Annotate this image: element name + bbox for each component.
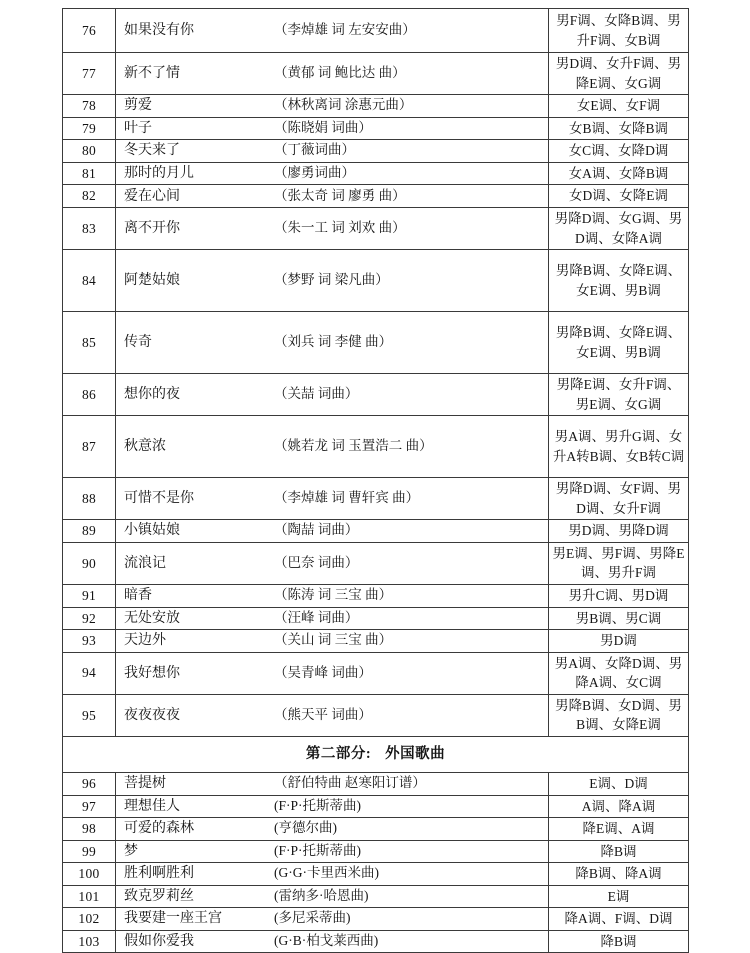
row-number: 102: [63, 908, 116, 931]
row-number: 88: [63, 478, 116, 520]
row-keys: 降B调: [549, 930, 689, 953]
row-keys: 男A调、女降D调、男降A调、女C调: [549, 652, 689, 694]
row-keys: A调、降A调: [549, 795, 689, 818]
song-title: 阿楚姑娘: [124, 272, 180, 288]
row-keys: 女E调、女F调: [549, 95, 689, 118]
song-author: （张太奇 词 廖勇 曲）: [274, 187, 406, 203]
row-title-cell: [116, 694, 549, 736]
row-keys: 男降B调、女降E调、女E调、男B调: [549, 250, 689, 312]
song-title: 冬天来了: [124, 143, 180, 159]
row-title-cell: [116, 607, 549, 630]
section-label: 第二部分:: [305, 745, 372, 762]
song-title: 假如你爱我: [124, 934, 194, 950]
table-row: [63, 416, 689, 478]
row-title-cell: [116, 818, 549, 841]
row-title-cell: [116, 930, 549, 953]
row-keys: 男降E调、女升F调、男E调、女G调: [549, 374, 689, 416]
row-number: 77: [63, 53, 116, 95]
table-body: [63, 9, 689, 953]
table-row: [63, 694, 689, 736]
table-row: [63, 585, 689, 608]
song-title: 传奇: [124, 334, 152, 350]
row-keys: 女A调、女降B调: [549, 162, 689, 185]
table-row: [63, 652, 689, 694]
song-title: 天边外: [124, 633, 166, 649]
row-number: 94: [63, 652, 116, 694]
song-author: (G·B·柏戈莱西曲): [274, 933, 379, 949]
table-row: [63, 885, 689, 908]
song-title: 想你的夜: [124, 386, 180, 402]
song-title: 叶子: [124, 120, 152, 136]
row-title-cell: [116, 585, 549, 608]
table-row: [63, 795, 689, 818]
row-number: 87: [63, 416, 116, 478]
row-number: 85: [63, 312, 116, 374]
table-row: [63, 478, 689, 520]
row-keys: 女B调、女降B调: [549, 117, 689, 140]
song-author: （黄郁 词 鲍比达 曲）: [274, 64, 406, 80]
row-keys: 男F调、女降B调、男升F调、女B调: [549, 9, 689, 53]
row-keys: 男E调、男F调、男降E调、男升F调: [549, 542, 689, 584]
row-number: 100: [63, 863, 116, 886]
row-number: 93: [63, 630, 116, 653]
song-author: （陈涛 词 三宝 曲）: [274, 587, 393, 603]
song-author: （李焯雄 词 左安安曲）: [274, 21, 416, 37]
song-author: （巴奈 词曲）: [274, 554, 359, 570]
song-title: 暗香: [124, 588, 152, 604]
row-title-cell: [116, 140, 549, 163]
song-author: （汪峰 词曲）: [274, 609, 359, 625]
row-keys: 降B调、降A调: [549, 863, 689, 886]
table-row: [63, 542, 689, 584]
table-row: [63, 207, 689, 249]
table-row: [63, 374, 689, 416]
row-keys: 男降B调、女D调、男B调、女降E调: [549, 694, 689, 736]
song-author: （熊天平 词曲）: [274, 706, 372, 722]
song-author: (F·P·托斯蒂曲): [274, 797, 361, 813]
row-title-cell: [116, 652, 549, 694]
row-title-cell: [116, 885, 549, 908]
row-number: 99: [63, 840, 116, 863]
song-title: 剪爱: [124, 98, 152, 114]
song-author: (G·G·卡里西米曲): [274, 865, 379, 881]
row-number: 90: [63, 542, 116, 584]
song-author: （廖勇词曲）: [274, 164, 355, 180]
song-title: 离不开你: [124, 220, 180, 236]
song-author: （陈晓娟 词曲）: [274, 119, 372, 135]
row-number: 78: [63, 95, 116, 118]
song-title: 致克罗莉丝: [124, 888, 194, 904]
row-number: 96: [63, 772, 116, 795]
row-title-cell: [116, 772, 549, 795]
song-author: （刘兵 词 李健 曲）: [274, 333, 393, 349]
row-number: 92: [63, 607, 116, 630]
row-title-cell: [116, 95, 549, 118]
row-keys: 男D调: [549, 630, 689, 653]
song-author: (F·P·托斯蒂曲): [274, 842, 361, 858]
row-keys: 男A调、男升G调、女升A转B调、女B转C调: [549, 416, 689, 478]
row-number: 79: [63, 117, 116, 140]
song-author: （关喆 词曲）: [274, 385, 359, 401]
song-title: 可惜不是你: [124, 491, 194, 507]
song-author: （姚若龙 词 玉置浩二 曲）: [274, 438, 433, 454]
song-title: 如果没有你: [124, 22, 194, 38]
table-row: [63, 520, 689, 543]
row-keys: 女C调、女降D调: [549, 140, 689, 163]
row-number: 103: [63, 930, 116, 953]
song-title: 可爱的森林: [124, 821, 194, 837]
song-title: 我要建一座王宫: [124, 911, 222, 927]
row-keys: 男B调、男C调: [549, 607, 689, 630]
song-title: 流浪记: [124, 555, 166, 571]
row-keys: 男降B调、女降E调、女E调、男B调: [549, 312, 689, 374]
row-title-cell: [116, 162, 549, 185]
song-author: （梦野 词 梁凡曲）: [274, 271, 389, 287]
song-title: 新不了情: [124, 65, 180, 81]
table-row: [63, 9, 689, 53]
row-number: 97: [63, 795, 116, 818]
table-row: [63, 250, 689, 312]
table-row: [63, 117, 689, 140]
table-row: [63, 908, 689, 931]
song-author: （陶喆 词曲）: [274, 522, 359, 538]
song-title: 爱在心间: [124, 188, 180, 204]
row-title-cell: [116, 630, 549, 653]
song-author: (多尼采蒂曲): [274, 910, 351, 926]
row-number: 82: [63, 185, 116, 208]
song-author: （林秋离词 涂惠元曲）: [274, 97, 413, 113]
song-author: (亨德尔曲): [274, 820, 337, 836]
song-title: 理想佳人: [124, 798, 180, 814]
row-keys: 降E调、A调: [549, 818, 689, 841]
row-keys: 女D调、女降E调: [549, 185, 689, 208]
song-title: 小镇姑娘: [124, 523, 180, 539]
row-number: 89: [63, 520, 116, 543]
song-title: 无处安放: [124, 610, 180, 626]
table-row: [63, 95, 689, 118]
row-title-cell: [116, 840, 549, 863]
row-title-cell: [116, 863, 549, 886]
song-title: 夜夜夜夜: [124, 707, 180, 723]
song-author: （朱一工 词 刘欢 曲）: [274, 219, 406, 235]
song-author: (雷纳多·哈恩曲): [274, 887, 369, 903]
song-author: （吴青峰 词曲）: [274, 664, 372, 680]
row-keys: 男D调、男降D调: [549, 520, 689, 543]
row-title-cell: [116, 520, 549, 543]
song-author: （李焯雄 词 曹轩宾 曲）: [274, 490, 420, 506]
row-title-cell: [116, 374, 549, 416]
song-list-table: [62, 8, 689, 953]
row-keys: 男降D调、女G调、男D调、女降A调: [549, 207, 689, 249]
row-title-cell: [116, 312, 549, 374]
song-author: （丁薇词曲）: [274, 142, 355, 158]
row-number: 80: [63, 140, 116, 163]
table-row: [63, 162, 689, 185]
song-author: （关山 词 三宝 曲）: [274, 632, 393, 648]
song-title: 那时的月儿: [124, 165, 194, 181]
section-header-row: [63, 736, 689, 772]
row-keys: 男降D调、女F调、男D调、女升F调: [549, 478, 689, 520]
row-keys: 男升C调、男D调: [549, 585, 689, 608]
table-row: [63, 930, 689, 953]
row-keys: E调: [549, 885, 689, 908]
song-title: 菩提树: [124, 776, 166, 792]
table-row: [63, 863, 689, 886]
row-number: 91: [63, 585, 116, 608]
row-number: 98: [63, 818, 116, 841]
row-title-cell: [116, 185, 549, 208]
song-author: （舒伯特曲 赵寒阳订谱）: [274, 775, 426, 791]
row-keys: E调、D调: [549, 772, 689, 795]
row-number: 81: [63, 162, 116, 185]
table-row: [63, 607, 689, 630]
song-title: 秋意浓: [124, 439, 166, 455]
section-title: 外国歌曲: [385, 745, 446, 762]
row-keys: 男D调、女升F调、男降E调、女G调: [549, 53, 689, 95]
table-row: [63, 818, 689, 841]
row-title-cell: [116, 478, 549, 520]
row-title-cell: [116, 542, 549, 584]
row-number: 101: [63, 885, 116, 908]
row-title-cell: [116, 53, 549, 95]
row-title-cell: [116, 9, 549, 53]
row-number: 86: [63, 374, 116, 416]
row-title-cell: [116, 207, 549, 249]
row-number: 95: [63, 694, 116, 736]
song-title: 我好想你: [124, 665, 180, 681]
row-keys: 降B调: [549, 840, 689, 863]
table-row: [63, 140, 689, 163]
song-title: 梦: [124, 843, 138, 859]
row-keys: 降A调、F调、D调: [549, 908, 689, 931]
row-number: 83: [63, 207, 116, 249]
table-row: [63, 840, 689, 863]
row-title-cell: [116, 250, 549, 312]
table-row: [63, 772, 689, 795]
table-row: [63, 185, 689, 208]
table-row: [63, 630, 689, 653]
section-header-cell: [63, 736, 689, 772]
row-title-cell: [116, 795, 549, 818]
row-title-cell: [116, 416, 549, 478]
row-title-cell: [116, 908, 549, 931]
row-title-cell: [116, 117, 549, 140]
table-row: [63, 312, 689, 374]
song-title: 胜利啊胜利: [124, 866, 194, 882]
row-number: 84: [63, 250, 116, 312]
table-row: [63, 53, 689, 95]
row-number: 76: [63, 9, 116, 53]
